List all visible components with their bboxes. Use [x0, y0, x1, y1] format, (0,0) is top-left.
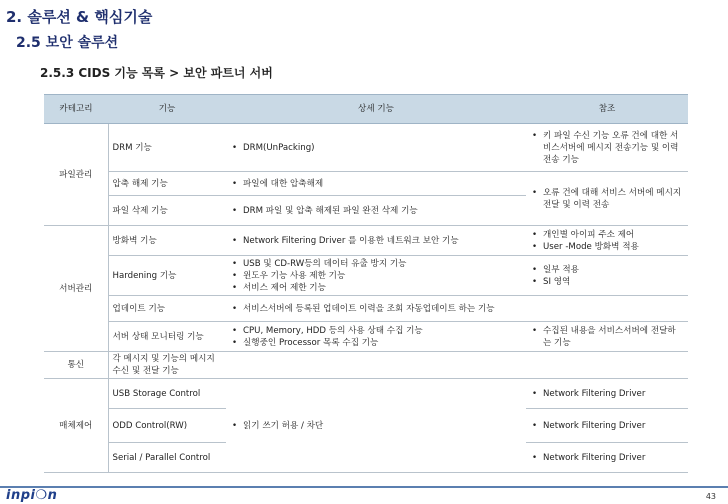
- category-comm: 통신: [44, 352, 108, 379]
- feature-cell: 압축 해제 기능: [108, 172, 226, 196]
- reference-cell: [526, 443, 688, 473]
- list-item: • Network Filtering Driver 를 이용한 네트워크 보안 기능: [230, 235, 522, 247]
- list-item: • 읽기 쓰기 허용 / 차단: [230, 420, 522, 432]
- category-server: 서버관리: [44, 226, 108, 352]
- detail-cell: [226, 379, 526, 473]
- list-item: • 수집된 내용을 서비스서버에 전달하는 기능: [530, 325, 684, 349]
- list-item: • USB 및 CD-RW등의 데이터 유출 방지 기능: [230, 258, 522, 270]
- cids-feature-table: [44, 94, 688, 473]
- feature-cell: Hardening 기능: [108, 256, 226, 296]
- list-item: • Network Filtering Driver: [530, 452, 684, 464]
- list-item: • 키 파일 수신 기능 오류 건에 대한 서비스서버에 메시지 전송기능 및 이력 전송 기능: [530, 130, 684, 166]
- list-item: • 일부 적용: [530, 264, 684, 276]
- list-item: • CPU, Memory, HDD 등의 사용 상태 수집 기능: [230, 325, 522, 337]
- detail-cell: [226, 352, 526, 379]
- reference-cell: [526, 352, 688, 379]
- table-row: [44, 352, 688, 379]
- feature-cell: DRM 기능: [108, 124, 226, 172]
- list-item: • DRM(UnPacking): [230, 142, 522, 154]
- list-item: • 서비스 제어 제한 기능: [230, 282, 522, 294]
- reference-cell: [526, 322, 688, 352]
- list-item: • 개인별 아이피 주소 제어: [530, 229, 684, 241]
- detail-cell: [226, 322, 526, 352]
- detail-cell: [226, 226, 526, 256]
- list-item: • User -Mode 방화벽 적용: [530, 241, 684, 253]
- detail-cell: [226, 256, 526, 296]
- reference-cell: [526, 172, 688, 226]
- footer-divider: [0, 486, 728, 488]
- reference-cell: [526, 379, 688, 409]
- category-media: 매체제어: [44, 379, 108, 473]
- table-row: [44, 296, 688, 322]
- feature-cell: USB Storage Control: [108, 379, 226, 409]
- header-detail: 상세 기능: [226, 95, 526, 124]
- list-item: • 윈도우 기능 사용 제한 기능: [230, 270, 522, 282]
- feature-cell: 파일 삭제 기능: [108, 196, 226, 226]
- detail-cell: [226, 296, 526, 322]
- detail-cell: [226, 196, 526, 226]
- inpion-logo: inpi❍n: [6, 488, 58, 503]
- detail-cell: [226, 172, 526, 196]
- list-item: • DRM 파일 및 압축 해제된 파일 완전 삭제 기능: [230, 205, 522, 217]
- subsection-title: 2.5 보안 솔루션: [16, 35, 119, 51]
- table-header-row: [44, 95, 688, 124]
- table-row: [44, 172, 688, 196]
- header-reference: 참조: [526, 95, 688, 124]
- list-item: • Network Filtering Driver: [530, 420, 684, 432]
- table-row: [44, 256, 688, 296]
- table-row: [44, 124, 688, 172]
- detail-cell: [226, 124, 526, 172]
- feature-cell: 업데이트 기능: [108, 296, 226, 322]
- page-number: 43: [705, 492, 716, 501]
- header-category: 카테고리: [44, 95, 108, 124]
- header-feature: 기능: [108, 95, 226, 124]
- reference-cell: [526, 256, 688, 296]
- list-item: • 실행중인 Processor 목록 수집 기능: [230, 337, 522, 349]
- list-item: • 오류 건에 대해 서비스 서버에 메시지 전달 및 이력 전송: [530, 187, 684, 211]
- reference-cell: [526, 226, 688, 256]
- feature-cell: 서버 상태 모니터링 기능: [108, 322, 226, 352]
- feature-cell: 각 메시지 및 기능의 메시지 수신 및 전달 기능: [108, 352, 226, 379]
- reference-cell: [526, 409, 688, 443]
- list-item: • SI 영역: [530, 276, 684, 288]
- list-item: • Network Filtering Driver: [530, 388, 684, 400]
- table-row: [44, 379, 688, 409]
- list-item: • 서비스서버에 등록된 업데이트 이력을 조회 자동업데이트 하는 기능: [230, 303, 522, 315]
- table-row: [44, 226, 688, 256]
- reference-cell: [526, 124, 688, 172]
- feature-cell: 방화벽 기능: [108, 226, 226, 256]
- list-item: • 파일에 대한 압축해제: [230, 178, 522, 190]
- section-title: 2. 솔루션 & 핵심기술: [6, 8, 153, 26]
- category-file: 파일관리: [44, 124, 108, 226]
- feature-cell: ODD Control(RW): [108, 409, 226, 443]
- reference-cell: [526, 296, 688, 322]
- table-row: [44, 322, 688, 352]
- feature-cell: Serial / Parallel Control: [108, 443, 226, 473]
- page-title: 2.5.3 CIDS 기능 목록 > 보안 파트너 서버: [40, 66, 273, 80]
